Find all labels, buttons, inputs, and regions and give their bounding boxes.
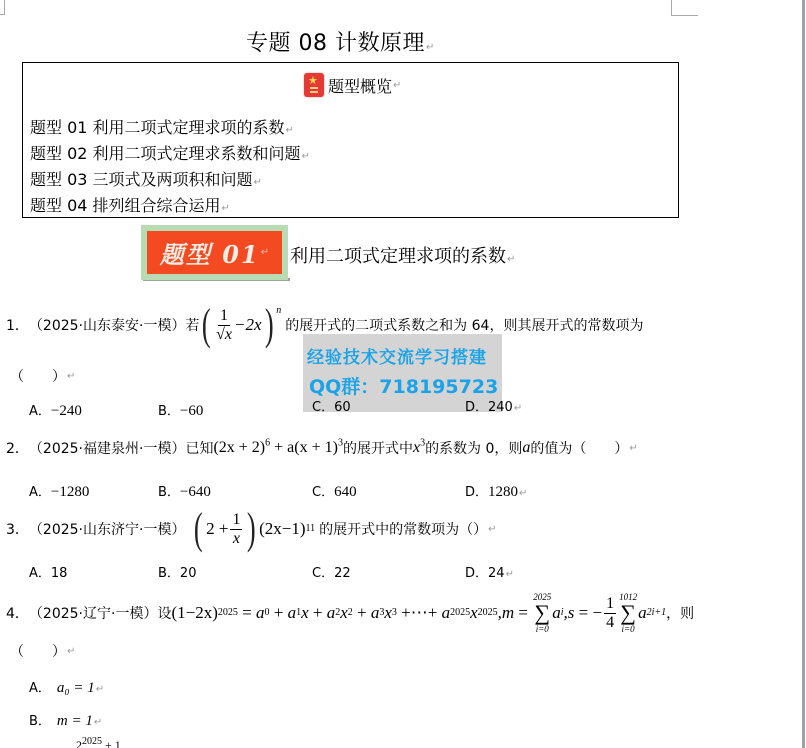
question-1-blank: （ ） ↵ <box>10 369 76 385</box>
question-2-option-b: B．−640 <box>158 484 211 500</box>
question-3-option-b: B．20 <box>158 566 197 581</box>
question-2-formula: $(2x + 2)^6 + a(x + 1)^3$ <box>213 437 343 456</box>
page-corner-mark-left <box>0 0 5 15</box>
question-4-stem: 4． （2025·辽宁·一模） 设 (1−2x) 2025 = a 0 + a 1 x + a 2 x 2 + a 3 x 3 +⋯+ a 2025 x 2025 ,m = 2025 ∑ i=0 a i ,s = − $\frac{1}{4}$ 1012 ∑ i=0 a 2i+1 ，则 <box>6 592 695 634</box>
question-2-option-d: D．1280↵ <box>465 484 528 500</box>
section-title: 利用二项式定理求项的系数↵ <box>290 246 516 267</box>
overview-item: 题型 04 排列组合综合运用↵ <box>30 196 230 215</box>
overview-heading: ★ 题型概览 ↵ <box>304 73 401 97</box>
watermark-banner: 经验技术交流学习搭建 QQ群：718195723 C．60 D．240↵ <box>303 334 502 412</box>
question-3-stem: 3． （2025·山东济宁·一模） ( 2 + $\frac{1}{x}$ ) (2x−1) 11 的展开式中的常数项为（） ↵ <box>6 504 497 553</box>
page-edge <box>802 0 805 748</box>
page-title: 专题 08 计数原理↵ <box>246 31 435 56</box>
question-3-formula: ( 2 + $\frac{1}{x}$ ) (2x−1) 11 <box>194 504 316 553</box>
question-3-option-a: A．18 <box>29 566 68 581</box>
question-1-option-c: C．60 <box>312 400 351 415</box>
question-2-stem: 2． （2025·福建泉州·一模） 已知 $(2x + 2)^6 + a(x + 1)^3$ 的展开式中 $x^3$ 的系数为 0，则 a 的值为（ ） ↵ <box>6 437 638 457</box>
question-4-option-a: A． a₀ = 1↵ <box>29 680 105 696</box>
page-corner-mark-right <box>671 0 698 16</box>
question-1-option-a: A．−240 <box>29 403 82 419</box>
question-1-formula: ( $\frac{1}{√x}$ −2x ) n <box>202 300 282 349</box>
question-1-option-d: D．240↵ <box>465 400 523 415</box>
overview-item: 题型 03 三项式及两项积和问题↵ <box>30 170 262 189</box>
question-4-option-b: B． m = 1↵ <box>29 713 103 729</box>
question-1-stem: 1． （2025·山东泰安·一模） 若 ( $\frac{1}{√x}$ −2x ) n 的展开式的二项式系数之和为 64，则其展开式的常数项为 <box>6 300 644 349</box>
question-3-option-d: D．24↵ <box>465 566 514 581</box>
overview-box <box>22 62 679 218</box>
overview-item: 题型 02 利用二项式定理求系数和问题↵ <box>30 144 310 163</box>
question-2-option-a: A．−1280 <box>29 484 90 500</box>
question-4-blank: （ ） ↵ <box>10 644 76 660</box>
question-2-option-c: C．640 <box>312 484 357 500</box>
question-4-option-c-partial: $2^{2025} + 1$ <box>76 736 121 748</box>
question-1-option-b: B．−60 <box>158 403 204 419</box>
section-badge: 题型 01 ↵ <box>141 225 288 280</box>
question-4-formula: (1−2x) 2025 = a 0 + a 1 x + a 2 x 2 + a 3 x 3 +⋯+ a 2025 x 2025 ,m = 2025 ∑ i=0 a i ,s = − $\frac{1}{4}$ 1012 ∑ i=0 a 2i+1 <box>171 592 667 634</box>
red-book-icon: ★ <box>304 73 324 97</box>
overview-item: 题型 01 利用二项式定理求项的系数↵ <box>30 118 294 137</box>
question-3-option-c: C．22 <box>312 566 351 581</box>
